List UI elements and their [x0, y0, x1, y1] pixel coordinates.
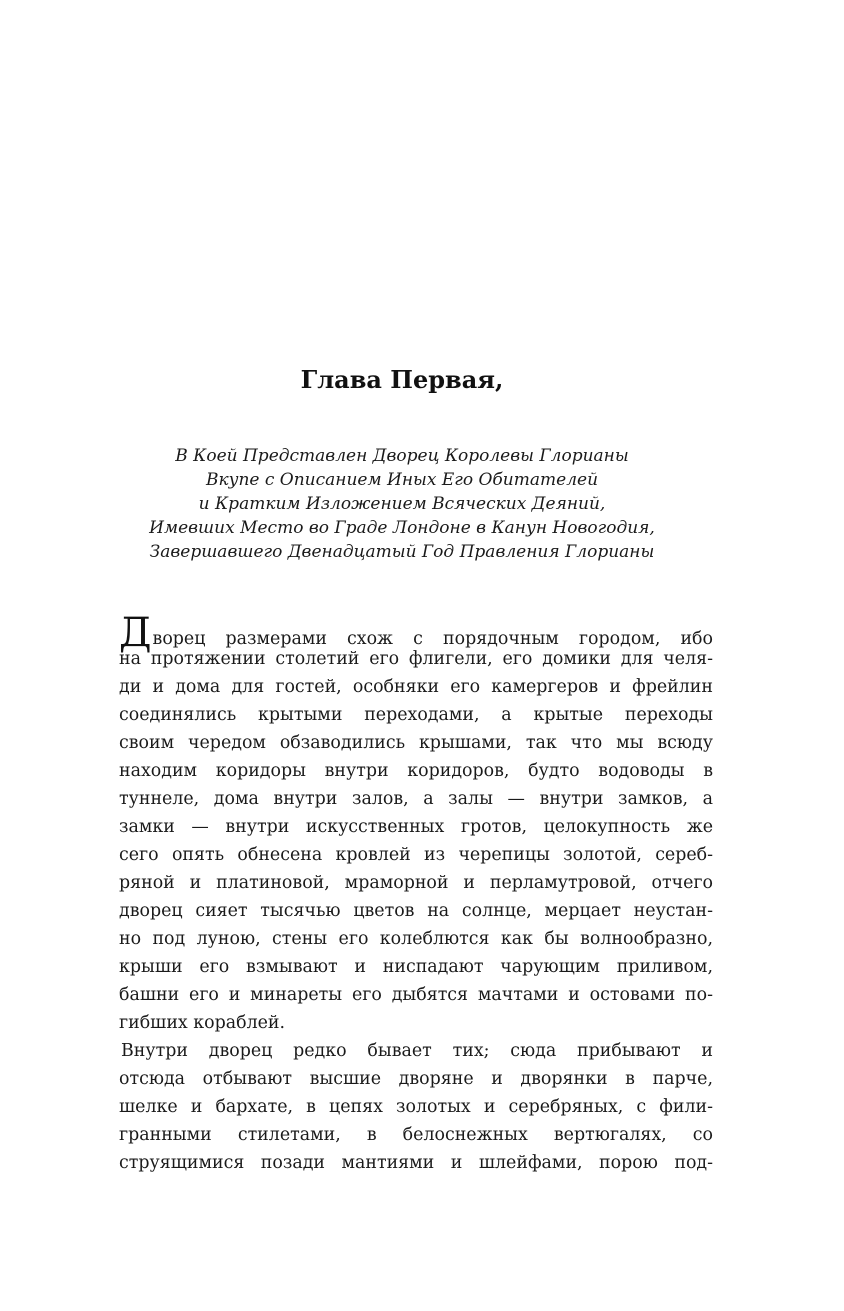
- text-line: шелке и бархате, в цепях золотых и серебряных, с фили-: [119, 1097, 713, 1117]
- text-line: замки — внутри искусственных гротов, целокупность же: [119, 817, 713, 837]
- text-line: дворец сияет тысячью цветов на солнце, мерцает неустан-: [119, 901, 713, 921]
- text-line: сего опять обнесена кровлей из черепицы золотой, сереб-: [119, 845, 713, 865]
- text-line: своим чередом обзаводились крышами, так что мы всюду: [119, 733, 713, 753]
- text-line: отсюда отбывают высшие дворяне и дворянки в парче,: [119, 1069, 713, 1089]
- subtitle-line: Вкупе с Описанием Иных Его Обитателей: [205, 470, 599, 490]
- chapter-subtitle: [0, 444, 804, 564]
- paragraph-2: [119, 1037, 713, 1177]
- text-line: гибших кораблей.: [119, 1013, 286, 1033]
- text-line-content: ворец размерами схож с порядочным городом, ибо: [152, 629, 713, 649]
- text-line: крыши его взмывают и ниспадают чарующим приливом,: [119, 957, 713, 977]
- text-line: [119, 610, 713, 656]
- subtitle-line: Завершавшего Двенадцатый Год Правления Глорианы: [149, 542, 655, 562]
- text-line: но под луною, стены его колеблются как бы волнообразно,: [119, 929, 713, 949]
- text-line: на протяжении столетий его флигели, его домики для челя-: [119, 649, 713, 669]
- text-line: башни его и минареты его дыбятся мачтами и остовами по-: [119, 985, 713, 1005]
- text-line: соединялись крытыми переходами, а крытые переходы: [119, 705, 713, 725]
- text-line: находим коридоры внутри коридоров, будто водоводы в: [119, 761, 713, 781]
- text-line: ряной и платиновой, мраморной и перламутровой, отчего: [119, 873, 713, 893]
- drop-cap: Д: [119, 610, 152, 656]
- text-line-content: Внутри дворец редко бывает тих; сюда прибывают и: [121, 1041, 713, 1061]
- paragraph-1: [119, 610, 713, 1037]
- subtitle-line: Имевших Место во Граде Лондоне в Канун Новогодия,: [149, 518, 655, 538]
- text-line: [119, 1037, 713, 1065]
- text-line: туннеле, дома внутри залов, а залы — внутри замков, а: [119, 789, 713, 809]
- body-text: [119, 610, 713, 1177]
- subtitle-line: и Кратким Изложением Всяческих Деяний,: [198, 494, 606, 514]
- text-line: струящимися позади мантиями и шлейфами, порою под-: [119, 1153, 713, 1173]
- text-line: ди и дома для гостей, особняки его камергеров и фрейлин: [119, 677, 713, 697]
- text-line: гранными стилетами, в белоснежных вертюгалях, со: [119, 1125, 713, 1145]
- subtitle-line: В Коей Представлен Дворец Королевы Глорианы: [175, 446, 629, 466]
- chapter-title: Глава Первая,: [300, 365, 504, 394]
